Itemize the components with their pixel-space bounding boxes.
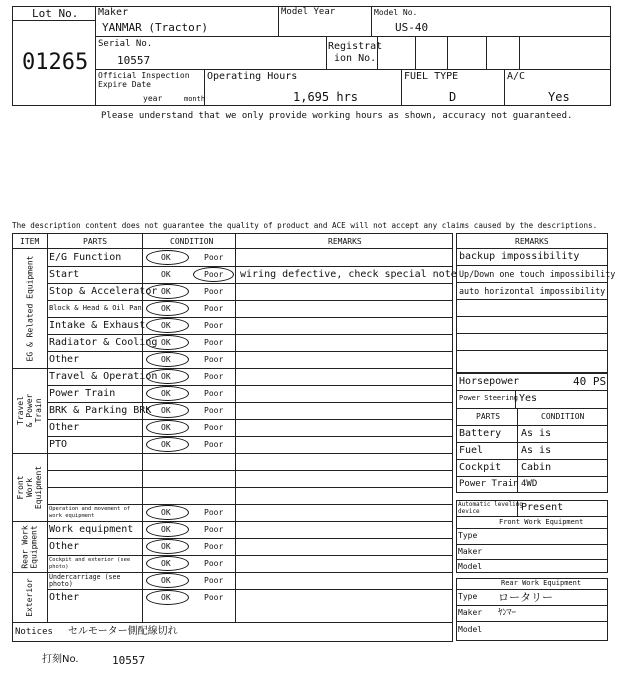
row-part-label: Start (49, 268, 80, 280)
row-part-label: Power Train (49, 387, 116, 399)
group-travel-label: Travel & Power Train (16, 393, 43, 428)
row-part-label: Operation and movement of work equipment (49, 506, 131, 519)
registration-label-2: ion No. (334, 53, 377, 64)
auto-leveling-value: Present (521, 502, 564, 513)
row-part-label: Other (49, 591, 80, 603)
row-part-label: Undercarriage (see photo) (49, 573, 121, 588)
ac-label: A/C (507, 71, 526, 82)
selected-condition-mark (146, 590, 189, 605)
row-part-label: Other (49, 421, 80, 433)
front-maker-label: Maker (458, 547, 483, 556)
row-part-label: E/G Function (49, 251, 122, 263)
inspection-label: Official Inspection (98, 71, 190, 80)
serial-no-value: 10557 (117, 54, 151, 67)
row-part-label: Block & Head & Oil Pan (49, 304, 142, 312)
selected-condition-mark (146, 318, 189, 333)
front-work-header: Front Work Equipment (499, 518, 584, 526)
row-remark: wiring defective, check special note (240, 269, 457, 280)
condition-poor: Poor (204, 576, 224, 585)
condition-poor: Poor (204, 559, 224, 568)
year-label: year (143, 94, 163, 103)
rear-maker-label: Maker (458, 608, 483, 617)
condition-poor: Poor (204, 525, 224, 534)
inspection-row (48, 351, 452, 368)
maker-value: YANMAR (Tractor) (102, 21, 208, 34)
condition-ok: OK (161, 389, 171, 398)
selected-condition-mark (146, 556, 189, 571)
col-condition-header: CONDITION (170, 237, 214, 246)
row-part-label: Work equipment (49, 523, 134, 535)
row-part-label: Cockpit and exterior (see photo) (49, 557, 131, 570)
front-model-label: Model (458, 562, 483, 571)
lot-no-value: 01265 (22, 50, 89, 75)
condition-poor: Poor (204, 440, 224, 449)
row-part-label: Travel & Operation (49, 370, 158, 382)
condition-ok: OK (161, 576, 171, 585)
inspection-row (48, 589, 452, 606)
battery-value: As is (521, 428, 552, 439)
lot-no-label: Lot No. (32, 7, 79, 20)
operating-hours-value: 1,695 hrs (293, 90, 359, 104)
month-label: month (184, 95, 206, 103)
selected-condition-mark (146, 369, 189, 384)
selected-condition-mark (146, 420, 189, 435)
condition-poor: Poor (204, 287, 224, 296)
stamp-no-label: 打刻No. (42, 654, 79, 665)
horsepower-value: 40 PS (573, 375, 607, 388)
condition-ok: OK (161, 525, 171, 534)
row-part-label: PTO (49, 438, 68, 450)
condition-ok: OK (161, 287, 171, 296)
group-rear-label: Rear Work Equipment (20, 524, 39, 569)
group-exterior-label: Exterior (25, 578, 34, 617)
auto-leveling-label-2: device (458, 508, 480, 515)
selected-condition-mark (146, 437, 189, 452)
col-remarks-header: REMARKS (328, 237, 362, 246)
condition-ok: OK (161, 304, 171, 313)
condition-ok: OK (161, 406, 171, 415)
selected-condition-mark (146, 250, 189, 265)
condition-poor: Poor (204, 406, 224, 415)
fuel-label: Fuel (459, 445, 484, 456)
condition-poor: Poor (204, 321, 224, 330)
condition-ok: OK (161, 321, 171, 330)
condition-ok: OK (161, 542, 171, 551)
col-item-header: ITEM (20, 237, 40, 246)
condition-ok: OK (161, 593, 171, 602)
row-part-label: BRK & Parking BRK (49, 404, 152, 416)
rear-model-label: Model (458, 625, 483, 634)
selected-condition-mark (146, 284, 189, 299)
auto-leveling-label: Automatic leveling (458, 501, 524, 508)
selected-condition-mark (146, 386, 189, 401)
row-part-label: Stop & Accelerator (49, 285, 158, 297)
right-condition-header: CONDITION (541, 412, 585, 421)
condition-ok: OK (161, 440, 171, 449)
condition-ok: OK (161, 270, 171, 279)
registration-label: Registrat (328, 41, 383, 52)
inspection-row (48, 538, 452, 555)
selected-condition-mark (193, 267, 234, 282)
fuel-type-label: FUEL TYPE (404, 71, 459, 82)
selected-condition-mark (146, 403, 189, 418)
cockpit-value: Cabin (521, 462, 552, 473)
condition-poor: Poor (204, 270, 224, 279)
condition-poor: Poor (204, 355, 224, 364)
maker-label: Maker (98, 7, 129, 18)
right-remark-2: Up/Down one touch impossibility (459, 269, 616, 279)
condition-ok: OK (161, 253, 171, 262)
inspection-row (48, 436, 452, 453)
selected-condition-mark (146, 522, 189, 537)
condition-ok: OK (161, 372, 171, 381)
serial-no-label: Serial No. (98, 39, 153, 49)
rear-work-header: Rear Work Equipment (501, 579, 582, 587)
inspection-row (48, 419, 452, 436)
condition-poor: Poor (204, 423, 224, 432)
row-part-label: Intake & Exhaust (49, 319, 146, 331)
battery-label: Battery (459, 428, 502, 439)
notices-label: Notices (15, 627, 53, 637)
condition-poor: Poor (204, 542, 224, 551)
inspection-label-2: Expire Date (98, 80, 151, 89)
condition-ok: OK (161, 338, 171, 347)
model-no-label: Model No. (374, 8, 418, 17)
inspection-row (48, 453, 452, 470)
selected-condition-mark (146, 505, 189, 520)
group-eg-label: EG & Related Equipment (25, 255, 34, 362)
cockpit-label: Cockpit (459, 462, 502, 473)
group-front-label: Front Work Equipment (16, 465, 43, 509)
stamp-no-value: 10557 (112, 654, 146, 667)
selected-condition-mark (146, 539, 189, 554)
notices-text: セルモーター側配線切れ (68, 626, 178, 637)
model-no-value: US-40 (395, 21, 429, 34)
disclaimer-text: The description content does not guarantee the quality of product and ACE will not accept any claims caused by the descriptions. (12, 221, 598, 230)
hours-accuracy-note: Please understand that we only provide working hours as shown, accuracy not guaranteed. (101, 111, 573, 121)
ac-value: Yes (548, 90, 570, 104)
selected-condition-mark (146, 335, 189, 350)
condition-poor: Poor (204, 304, 224, 313)
selected-condition-mark (146, 301, 189, 316)
power-train-value: 4WD (521, 479, 538, 489)
row-part-label: Other (49, 540, 80, 552)
inspection-row (48, 487, 452, 504)
horsepower-label: Horsepower (459, 376, 520, 387)
model-year-label: Model Year (281, 7, 336, 17)
right-remark-1: backup impossibility (459, 251, 580, 262)
rear-type-label: Type (458, 592, 478, 601)
fuel-type-value: D (449, 90, 457, 104)
power-train-label: Power Train (459, 479, 519, 489)
fuel-value: As is (521, 445, 552, 456)
condition-poor: Poor (204, 338, 224, 347)
right-remark-3: auto horizontal impossibility (459, 286, 606, 296)
condition-ok: OK (161, 423, 171, 432)
condition-poor: Poor (204, 253, 224, 262)
operating-hours-label: Operating Hours (207, 71, 298, 82)
condition-ok: OK (161, 559, 171, 568)
row-part-label: Radiator & Cooling (49, 336, 158, 348)
row-part-label: Other (49, 353, 80, 365)
col-parts-header: PARTS (83, 237, 108, 246)
condition-poor: Poor (204, 593, 224, 602)
power-steering-label: Power Steering (459, 394, 519, 402)
rear-type-value: ロータリー (498, 591, 553, 604)
inspection-row (48, 470, 452, 487)
condition-poor: Poor (204, 372, 224, 381)
right-parts-header: PARTS (476, 412, 501, 421)
right-remarks-header: REMARKS (515, 237, 549, 246)
power-steering-value: Yes (519, 393, 538, 404)
condition-ok: OK (161, 508, 171, 517)
selected-condition-mark (146, 573, 189, 588)
front-type-label: Type (458, 531, 478, 540)
selected-condition-mark (146, 352, 189, 367)
condition-poor: Poor (204, 508, 224, 517)
rear-maker-value: ﾔﾝﾏｰ (498, 608, 517, 618)
condition-ok: OK (161, 355, 171, 364)
condition-poor: Poor (204, 389, 224, 398)
